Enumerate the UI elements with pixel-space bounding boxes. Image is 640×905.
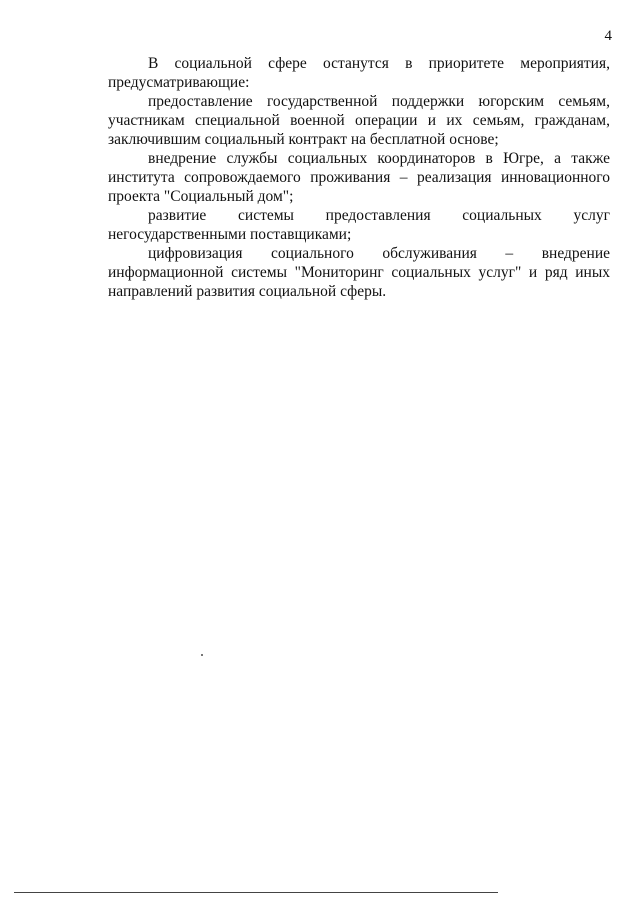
paragraph-intro: В социальной сфере останутся в приоритете мероприятия, предусматривающие:	[108, 55, 610, 91]
paragraph-non-state-providers: развитие системы предоставления социальных услуг негосударственными поставщиками;	[108, 207, 610, 243]
scan-speck	[201, 654, 203, 656]
document-body	[108, 54, 610, 301]
paragraph-social-coordinators: внедрение службы социальных координаторов в Югре, а также института сопровождаемого проживания – реализация инновационного проекта "Социальный дом";	[108, 150, 610, 205]
page-number: 4	[604, 28, 612, 44]
bottom-rule	[14, 892, 498, 893]
paragraph-state-support: предоставление государственной поддержки югорским семьям, участникам специальной военной операции и их семьям, гражданам, заключившим социальный контракт на бесплатной основе;	[108, 93, 610, 148]
paragraph-digitalization: цифровизация социального обслуживания – внедрение информационной системы "Мониторинг социальных услуг" и ряд иных направлений развития социальной сферы.	[108, 245, 610, 300]
